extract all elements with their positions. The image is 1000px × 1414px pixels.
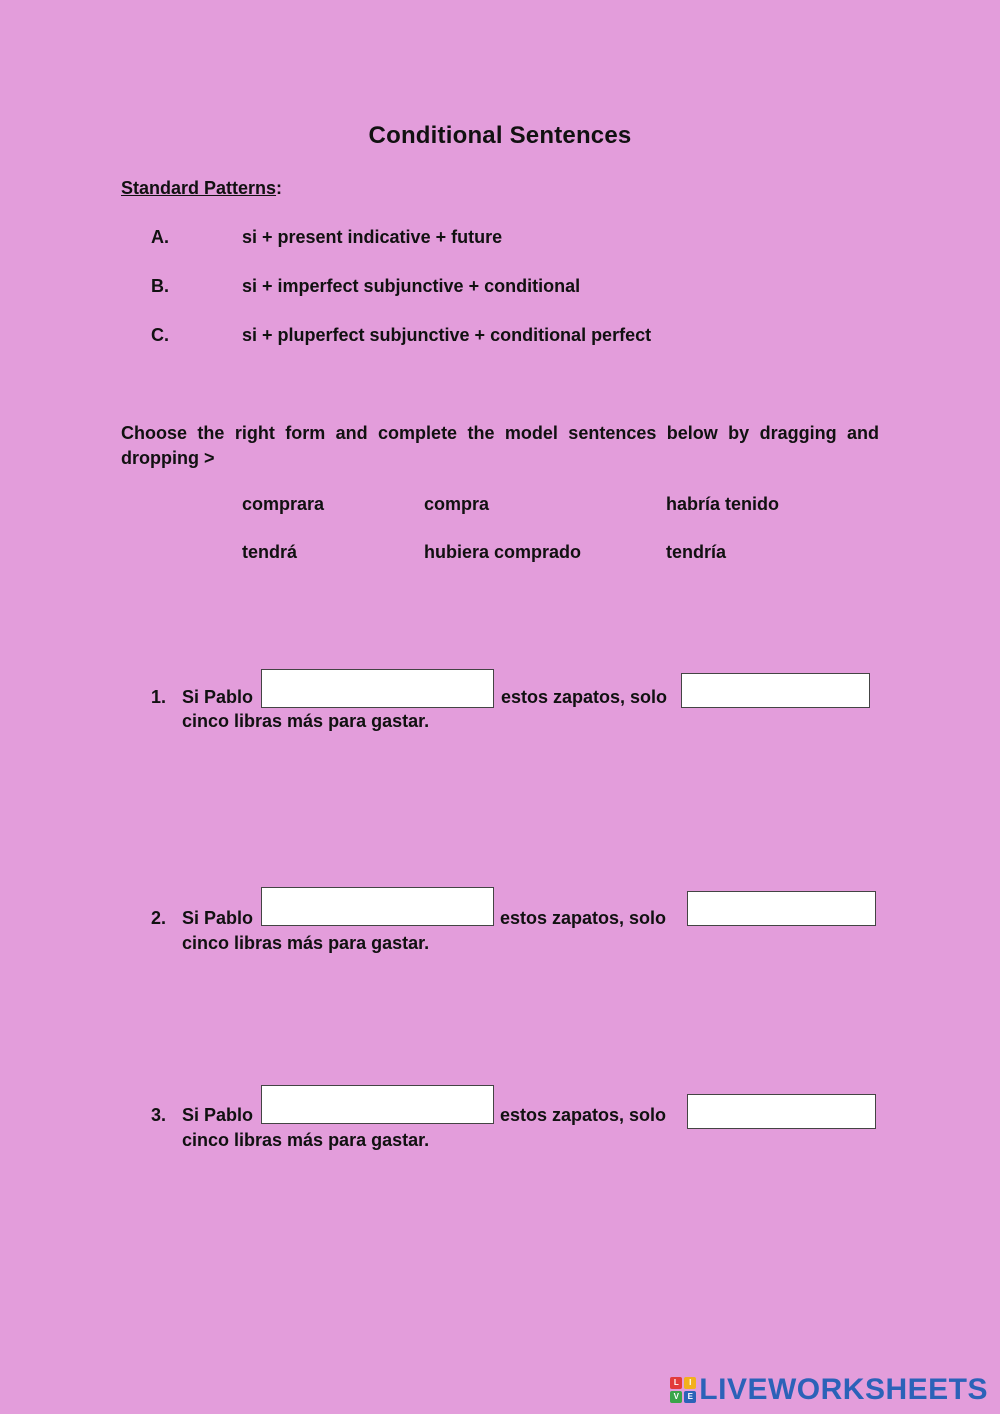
liveworksheets-logo — [670, 1373, 988, 1407]
pattern-text-c: si + pluperfect subjunctive + conditional perfect — [242, 325, 652, 345]
drop-zone-1b[interactable] — [681, 673, 870, 708]
sentence-end: cinco libras más para gastar. — [182, 1130, 430, 1150]
word-option[interactable]: tendrá — [242, 542, 298, 562]
pattern-text-a: si + present indicative + future — [242, 227, 503, 247]
instructions: Choose the right form and complete the model sentences below by dragging and dropping > — [121, 423, 879, 468]
drop-zone-3b[interactable] — [687, 1094, 876, 1129]
drop-zone-2a[interactable] — [261, 887, 494, 926]
sentence-end: cinco libras más para gastar. — [182, 933, 430, 953]
logo-cube: E — [684, 1391, 696, 1403]
sentence-start: Si Pablo — [182, 687, 254, 707]
sentence-middle: estos zapatos, solo — [501, 687, 668, 707]
sentence-middle: estos zapatos, solo — [500, 908, 667, 928]
standard-patterns-label: Standard Patterns — [121, 178, 277, 198]
drop-zone-1a[interactable] — [261, 669, 494, 708]
logo-cube: L — [670, 1377, 682, 1389]
word-option[interactable]: comprara — [242, 494, 325, 514]
word-option[interactable]: tendría — [666, 542, 727, 562]
word-option[interactable]: compra — [424, 494, 490, 514]
logo-cube: V — [670, 1391, 682, 1403]
sentence-number: 2. — [151, 908, 167, 928]
drop-zone-2b[interactable] — [687, 891, 876, 926]
drop-zone-3a[interactable] — [261, 1085, 494, 1124]
sentence-end: cinco libras más para gastar. — [182, 711, 430, 731]
page-title: Conditional Sentences — [368, 122, 632, 149]
sentence-start: Si Pablo — [182, 1105, 254, 1125]
word-option[interactable]: habría tenido — [666, 494, 780, 514]
pattern-letter-a: A. — [151, 227, 169, 247]
sentence-number: 1. — [151, 687, 167, 707]
sentence-number: 3. — [151, 1105, 167, 1125]
sentence-middle: estos zapatos, solo — [500, 1105, 667, 1125]
sentence-start: Si Pablo — [182, 908, 254, 928]
standard-patterns-heading: Standard Patterns: — [121, 178, 283, 198]
word-option[interactable]: hubiera comprado — [424, 542, 582, 562]
logo-cubes-icon — [670, 1377, 696, 1403]
logo-cube: I — [684, 1377, 696, 1389]
pattern-text-b: si + imperfect subjunctive + conditional — [242, 276, 581, 296]
pattern-letter-c: C. — [151, 325, 169, 345]
logo-text: LIVEWORKSHEETS — [699, 1373, 988, 1406]
pattern-letter-b: B. — [151, 276, 169, 296]
